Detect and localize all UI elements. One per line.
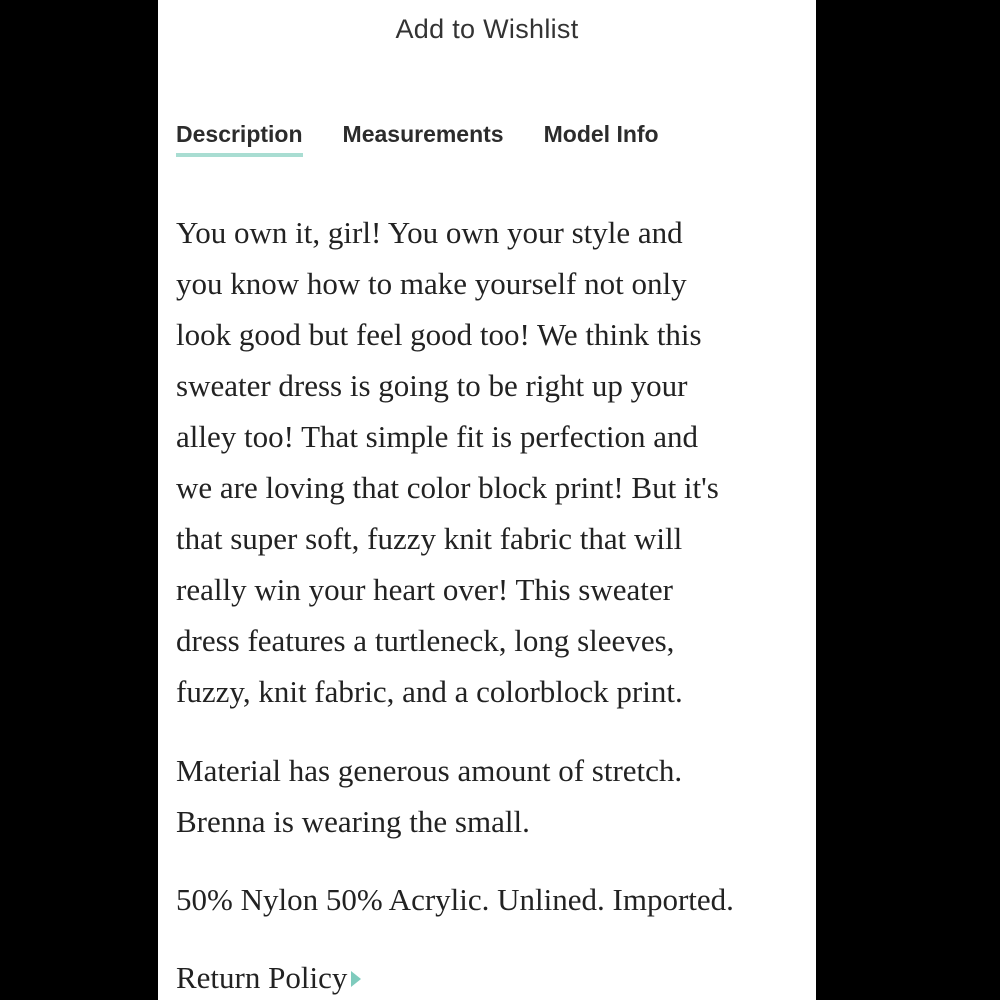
tab-model-info[interactable]: Model Info [543, 121, 659, 147]
description-line: dress features a turtleneck, long sleeves, [176, 623, 675, 658]
material-note [176, 745, 806, 847]
return-policy-link[interactable] [176, 952, 361, 1000]
description-line: sweater dress is going to be right up your [176, 368, 688, 403]
details-tabs [176, 118, 699, 162]
tab-description[interactable]: Description [176, 118, 303, 158]
description-line: really win your heart over! This sweater [176, 572, 673, 607]
fabric-content: 50% Nylon 50% Acrylic. Unlined. Imported. [176, 882, 734, 917]
description-line: that super soft, fuzzy knit fabric that will [176, 521, 683, 556]
material-line: Brenna is wearing the small. [176, 804, 530, 839]
description-line: you know how to make yourself not only [176, 266, 687, 301]
description-line: look good but feel good too! We think this [176, 317, 702, 352]
description-line: alley too! That simple fit is perfection and [176, 419, 698, 454]
caret-right-icon [351, 971, 361, 987]
description-text [176, 207, 806, 717]
material-line: Material has generous amount of stretch. [176, 753, 683, 788]
add-to-wishlist-link[interactable]: Add to Wishlist [395, 14, 579, 44]
description-line: we are loving that color block print! But it's [176, 470, 719, 505]
description-line: You own it, girl! You own your style and [176, 215, 683, 250]
description-line: fuzzy, knit fabric, and a colorblock print. [176, 674, 683, 709]
product-details-panel [158, 0, 816, 1000]
return-policy-label: Return Policy [176, 960, 348, 995]
tab-measurements[interactable]: Measurements [342, 121, 504, 147]
